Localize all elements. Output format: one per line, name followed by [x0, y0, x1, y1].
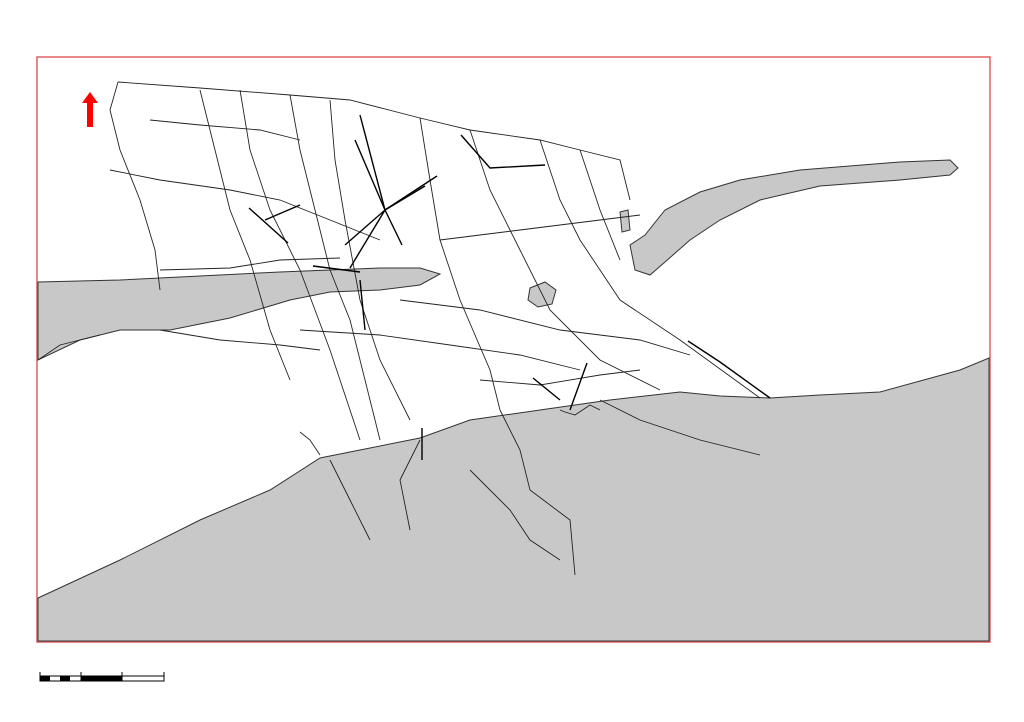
scale-bar [40, 672, 164, 681]
